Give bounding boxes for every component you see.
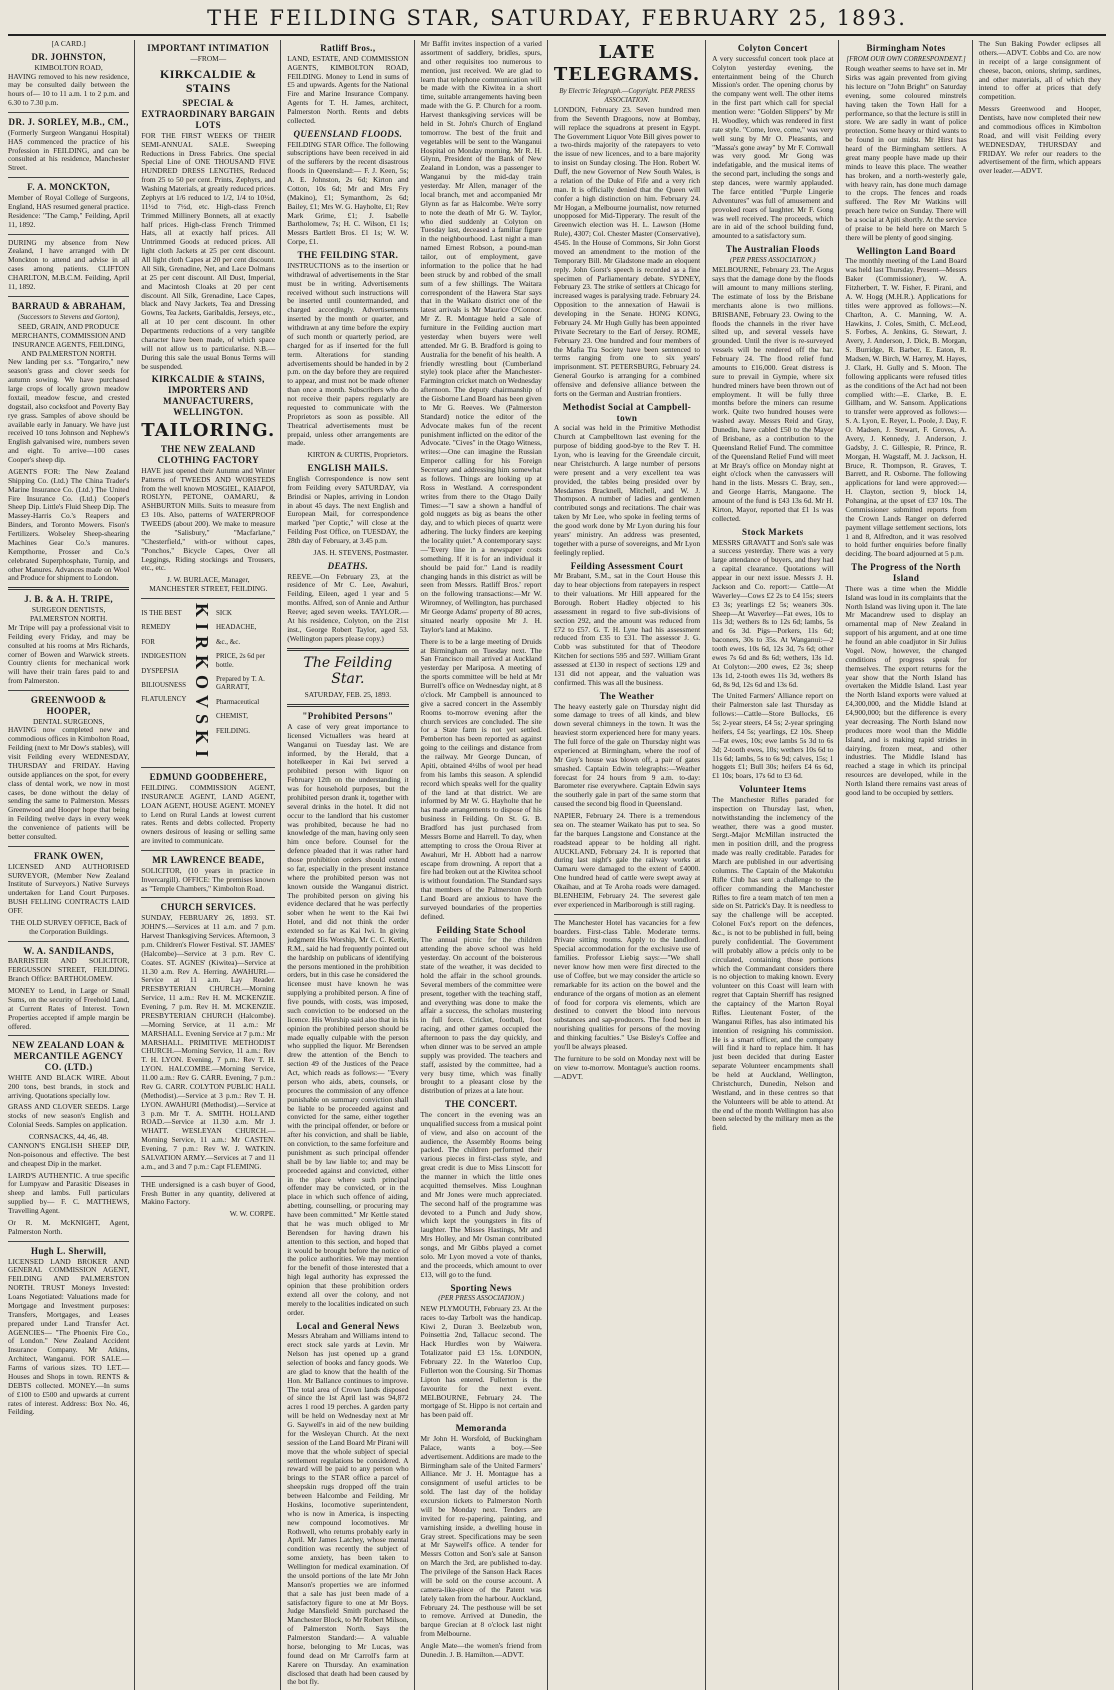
ailment: REMEDY <box>141 623 171 632</box>
column-4 <box>421 40 548 1690</box>
star-head: THE FEILDING STAR. <box>297 250 399 261</box>
mails-text: English Correspondence is now sent from Feilding every SATURDAY, via Brindisi or Naples, arriving in London in about 45 days. The next English and European Mail, for correspondence marked "per Coptic," will close at the Feilding Post Office, on TUESDAY, the 28th day of February, at 3.45 p.m. <box>287 473 409 546</box>
frank-name: FRANK OWEN, <box>33 850 104 861</box>
kirk-head: IMPORTANT INTIMATION <box>147 43 270 53</box>
stock-text: MESSRS GRAVATT and Son's sale was a success yesterday. There was a very large attendance of buyers, and they had a capital clearance. Quotations will appear in our next issue. Messrs J. H. Jackson and Co. report:— Cattle—At Waverley—Cows £2 2s to £4 15s; steers £3 3s; yearlings £2 5s; weaners 30s. Sheep—At Waverley—Fat ewes, 10s to 11s 3d; wethers 8s to 12s 6d; lambs, 5s and 6s 3d. Pigs—Porkers, 11s 6d; baconers, 30s to 35s. At Wanganui:—2 tooth ewes, 10s 6d, 12s 3d, 7s 6d; other ewes 7s 6d and 8s 6d; wethers, 13s 1d. At Colyton:—200 ewes, £2 3s; sheep 13s 1d, 2-tooth ewes 11s 3d, wethers 8s 6d, 8s 9d, 12s 6d and 13s 6d. <box>712 537 834 689</box>
birm-head: Birmingham Notes <box>866 43 946 53</box>
late-sub: By Electric Telegraph.—Copyright. PER PRESS ASSOCIATION. <box>559 87 695 104</box>
card2-name: DR. J. SORLEY, M.B., CM., <box>8 117 129 128</box>
ailment: FLATULENCY <box>141 695 187 704</box>
lairds: LAIRD'S AUTHENTIC. A true specific for Lumpyaw and Parasitic Diseases in sheep and lambs. Full particulars supplied by— F. C. MATTHEWS, Travelling Agent. <box>8 1170 130 1216</box>
late-head: LATE TELEGRAMS. <box>553 42 701 85</box>
sandilands-name: W. A. SANDILANDS, <box>23 945 115 956</box>
school-text: The annual picnic for the children attending the above school was held yesterday. On account of the boisterous state of the weather, it was decided to hold the affair in the school grounds. Several members of the committee were present, together with the teaching staff, and everything was done to make the affair a success, the scholars mustering in full force. Cricket, football, foot racing, and other games occupied the afternoon to pass the day quickly, and when dinner was to be served an ample supply was provided. The teachers and staff, assisted by the committee, had a very busy time, which was finally brought to a pleasant close by the distribution of prizes at a late hour. <box>420 935 542 1096</box>
card1-text: HAVING removed to his new residence, may be consulted daily between the hours of— 10 to 11 a.m. 1 to 2 p.m. and 6.30 to 7.30 p.m. <box>8 71 130 108</box>
ailment: &c., &c. <box>216 637 241 646</box>
masthead: THE FEILDING STAR, SATURDAY, FEBRUARY 25, 1893. <box>8 6 1106 36</box>
assessment-head: Feilding Assessment Court <box>570 560 684 571</box>
ailment: SICK <box>216 609 232 618</box>
barraud-name: BARRAUD & ABRAHAM, <box>11 300 126 311</box>
floods-text: FEILDING STAR Office. The following subscriptions have been received in aid of the sufferers by the recent disastrous floods in Queensland:— F. J. Keen, 5s; A. E. Johnston, 2s 6d; Kirton and Cotton, 10s 6d; Mr and Mrs Fry (Makino), £1; Symanthorn, 2s 6d; Bailey, £1; Mrs W. G. Hayholte, £1; Rev Mark Grime, £1; J. Isabelle Bartholomew, 7s; H. C. Wilson, £1 1s; Messrs Bartlett Bros. £1 1s; W. W. Corpe, £1. <box>287 139 409 247</box>
napier-text: NAPIER, February 24. There is a tremendous sea on. The steamer Waikato has put to sea. So far the barques Langstone and Constance at the roadstead appear to be holding all right. AUCKLAND, February 24. It is reported that during last night's gale the railway works at Oamaru were damaged to the extent of £4000. One hundred head of cattle were swept away at Okaihau, and at Te Aroha roads were damaged. BLENHEIM, February 24. The severest gale ever experienced in Marlborough is still raging. <box>553 811 701 909</box>
sherwill-text: LICENSED LAND BROKER AND GENERAL COMMISSION AGENT, FEILDING AND PALMERSTON NORTH. TRUST Moneys Invested: Loans Negotiated: Valuations made for Mortgage and Investment purposes: Transfers, Mortgages, and Leases prepared under Land Transfer Act. AGENCIES— "The Phoenix Fire Co., of London." New Zealand Accident Insurance Company. Mr Atkins, Architect, Wanganui. FOR SALE.—Farms of various sizes. TO LET.—Houses and Shops in town. RENTS & DEBTS collected. MONEY.—In sums of £100 to £500 and upwards at current rates of interest. Address: Box No. 46, Feilding. <box>8 1256 130 1417</box>
birm-text: Rough weather seems to have set in. Mr Sirks was again prevented from giving his lecture on "John Bright" on Saturday evening, some coloured minstrels having taken the Town Hall for a performance, so that the lecture is still in store. We are sadly in want of police protection. Some heavy or third wants to be found in our midst. Mr Hirst has heard of the Birmingham settlers. A great many people have made up their minds to leave this place. The weather has broken, and a north-westerly gale, with heavy rain, has done much damage to the crops. The fences and roads suffered. The Rev Mr Watkins will preach here twice on Sunday. There will be a social at Apiti shortly. At the service of praise to be held here on March 5 there will be plenty of good singing. <box>845 64 967 242</box>
furniture-text: The furniture to be sold on Monday next will be on view to-morrow. Montague's auction rooms.—ADVT. <box>553 1053 701 1081</box>
card3-text: Member of Royal College of Surgeons, England, HAS resumed general practice. Residence: "The Camp," Feilding, April 11, 1892. <box>8 193 130 229</box>
ailments-right <box>216 603 275 763</box>
alliance-text: The United Farmers' Alliance report on their Palmerston sale last Thursday as follows:—Cattle—Store Bullocks, £6 5s; 2-year steers, £4 5s; 2-year springing heifers, £4 5s; yearlings, £2 10s. Sheep—Fat ewes, 10s; ewe lambs 5s 3d to 6s 3d; 2-tooth ewes, 10s; wethers 10s 6d to 11s 6d; lambs, 5s to 6s 9d; calves, 15s; 1 hoggets £1; Bull 30s; heifers £4 6s 6d, £1 10s; boars, 17s 6d to £3 6d. <box>712 691 834 781</box>
nitrogen-text: The Sun Baking Powder eclipses all others.—ADVT. Cobbs and Co. are now in receipt of a large consignment of cheese, bacon, onions, shrimp, sardines, and other materials, all of which they intend to offer at prices that defy competition. <box>978 39 1101 102</box>
hamilton-text: Angle Mate—the women's friend from Dunedin. J. B. Hamilton.—ADVT. <box>420 1641 542 1659</box>
australian-head: The Australian Floods <box>725 244 820 255</box>
column-8 <box>979 40 1106 1690</box>
mails-head: ENGLISH MAILS. <box>307 463 389 474</box>
progress-text: There was a time when the Middle Island was loud in its complaints that the North Island was living upon it. The late Mr Macandrew used to display an ornamental map of New Zealand in support of his argument, and at one time he found an able coadjutor in Sir Julius Vogel. Now, however, the changed conditions of progress speak for themselves. The export returns for the year show that the North Island has overtaken the Middle Island. Last year the North Island exports were valued at £4,300,000, and the Middle Island at £4,900,000; but the difference is every year decreasing. The North Island now produces more wool than the Middle Island, and is making rapid strides in dairying, frozen meat, and other industries. The Middle Island has reached a stage in which its principal resources are developed, while in the North Island there remains vast areas of good land to be occupied by settlers. <box>845 583 967 797</box>
ailment: FOR <box>141 637 155 646</box>
paper-date: SATURDAY, FEB. 25, 1893. <box>304 690 392 700</box>
mails-sign: JAS. H. STEVENS, Postmaster. <box>313 547 409 557</box>
methodist-head: Methodist Social at Campbell-town <box>562 401 692 423</box>
barraud-text: SEED, GRAIN, AND PRODUCE MERCHANTS, COMMISSION AND INSURANCE AGENTS, FEILDING, AND PALMERSTON NORTH. <box>11 321 126 358</box>
local-cont: Mr Baffit invites inspection of a varied assortment of saddlery, bridles, spurs, and other requisites too numerous to mention, just received. We are glad to learn that telephone communication will be made with the Kiwitea in a short time, suitable arrangements having been made with the G. P. Church for a room. Harvest thanksgiving services will be held in St. John's Church of England tomorrow. The best of the fruit and vegetables will be sent to the Wanganui Hospital on Monday morning. Mr R. H. Glynn, President of the Bank of New Zealand in London, was a passenger to Wanganui by the mid-day train yesterday. Mr Allen, manager of the local branch, met and accompanied Mr Glynn as far as Halcombe. We're sorry to note the death of Mr G. W. Taylor, who died suddenly at Colyton on Tuesday last, deceased a familiar figure in the neighbourhood. Last night a man named Ernest Robson, a pound-man tailor, out of employment, gave information to the police that he had been struck by and robbed of the small sum of a few shillings. The Waitara correspondent of the Hawera Star says that in the Waikato district one of the latest arrivals is Mr Maurice O'Connor. Mr Z. R. Montague held a sale of furniture in the Feilding auction mart yesterday when buyers were well attended. Mr G. B. Bradford is going to Australia for the benefit of his health. A friendly wrestling bout (Cumberland style) took place after the Manchester-Farmington cricket match on Wednesday afternoon. The deputy chairmanship of the Gisborne Land Board has been given to Mr G. Reeves. We (Palmerston Standard) notice the editor of the Advocate makes fun of the recent punishment inflicted on the editor of the Advocate. "Cives" in the Otago Witness, writes:—One can imagine the Russian Emperor calling for his Foreign Secretary and addressing him somewhat as follows. Things are looking up at Ross in Westland. A correspondent writes from there to the Otago Daily Times:—"I saw a shown a handful of gold nuggets as big as beans the other day, and to which pieces of quartz were adhering. The lucky finders are keeping the locality quiet." A contemporary says:—"Every line in a newspaper costs something. If it is for an individual it should be paid for." Land is readily changing hands in this district as will be seen from Messrs. Ratliff Bros.' report on the following transactions:—Mr W. Wiromney, of Wellington, has purchased Mr George Adams' property of 80 acres, situated nearly opposite Mr J. H. Taylor's land at Makino. <box>420 39 542 634</box>
concert-head: THE CONCERT. <box>445 1099 518 1110</box>
volunteer-text: The Manchester Rifles paraded for inspection on Thursday last, when, notwithstanding the inclemency of the weather, there was a good muster. Sergt.-Major McMillan instructed the men in position drill, and the progress made was really creditable. Parades for March are published in our advertising columns. The Captain of the Makotuku Rifle Club has sent a challenge to the officer commanding the Manchester Rifles to fire a team match of ten men a side on St. Patrick's Day. It is needless to say the challenge will be accepted. Colonel Fox's report on the defences, &c., is not to be published in full, being purely confidential. The Government will probably allow a précis only to be circulated, containing those portions which the Commandant considers there is no objection to making known. Every volunteer on this Coast will learn with regret that Captain Sherriff has resigned the captaincy of the Marton Royal Rifles. Lieutenant Foster, of the Wanganui Rifles, has also intimated his intention of resigning his commission. He is a smart officer, and the company will find it hard to replace him. It has just been decided that during Easter separate Volunteer encampments shall be held at Auckland, Wellington, Christchurch, Dunedin, Nelson and Westland, and in these centres so that the Volunteers will be able to attend. At the end of the month Wellington has also been selected by the military men as the field. <box>712 794 834 1133</box>
burlace: J. W. BURLACE, Manager, MANCHESTER STREET, FEILDING. <box>149 575 268 594</box>
colyton-head: Colyton Concert <box>737 43 808 53</box>
card1-tag: [A CARD.] <box>51 39 86 48</box>
greenwood-ad: Messrs Greenwood and Hooper, Dentists, have now completed their new and commodious offices in Kimbolton Road, and will visit Feilding every WEDNESDAY, THURSDAY and FRIDAY. We refer our readers to the advertisement of the firm, which appears over leader.—ADVT. <box>978 104 1101 176</box>
card3-name: F. A. MONCKTON, <box>27 182 111 193</box>
absence-notice: DURING my absence from New Zealand, I have arranged with Dr Monckton to attend and advise in all cases among patients. CLIFTON CHARLTON, M.B.C.M. Feilding, April 11, 1892. <box>8 237 130 291</box>
nzloan-text: WHITE AND BLACK WIRE. About 200 tons, best brands, in stock and arriving. Quotations specially low. <box>8 1072 130 1100</box>
column-7 <box>845 40 972 1690</box>
persons-head: "Prohibited Persons" <box>302 711 394 722</box>
sporting-head: Sporting News <box>450 1282 512 1293</box>
church-head: CHURCH SERVICES. <box>160 902 257 913</box>
assessment-text: Mr Brabant, S.M., sat in the Court House this day to hear objections from ratepayers in respect to their valuations. Mr Hill appeared for the Borough. Robert Hadley objected to his assessment in regard to five sub-divisions of section 292, and the amount was reduced from £72 to £57. G. T. H. Lyne had his assessment reduced from £35 to £31. The assessor J. G. Cobb was substituted for that of Theodore Kitchen for sections 595 and 597. William Grant assessed at £130 in respect of sections 129 and 131 did not appear, and the valuation was confirmed. This was all the business. <box>553 571 701 687</box>
kirton-sign: KIRTON & CURTIS, Proprietors. <box>307 450 409 460</box>
agents-text: AGENTS FOR: The New Zealand Shipping Co. (Ltd.) The China Trader's Marine Insurance Co. (Ltd.) The United Fire Insurance Co. (Ltd.) Cooper's Sheep Dip. Little's Fluid Sheep Dip. The Massey-Harris Co.'s Reapers and Binders, and Toronto Mowers. Fison's Fertilizers. Wolseley Sheep-shearing Machines Gear Co.'s manures. Kempthorne, Prosser and Co.'s celebrated Superphosphate, Turnip, and other Manures. Advances made on Wool and Produce for shipment to London. <box>8 466 130 583</box>
card1-name: DR. JOHNSTON, <box>31 51 106 62</box>
deaths-head: DEATHS. <box>327 560 369 571</box>
colyton-text: A very successful concert took place at Colyton yesterday evening, the entertainment being of the Church Mission's order. The opening chorus by the company went well. The other items in the first part which call for special mention were: "Golden Slippers" by Mr H. Woodley, which was rendered in first rate style. "Come, love, come," was very well sung by Mr O. Pleasants, and "Massa's gone away" by Mr F. Cornwall was very good. Mr Gong was indefatigable, and the musical items of the second part, including the songs and step dances, were warmly applauded. The farce entitled "Purple Lingerie Adventures" was full of amusement and provoked roars of laughter. Mr F. Gong was well received. The proceeds, which are in aid of the school building fund, amounted to a satisfactory sum. <box>712 53 834 241</box>
australian-text: MELBOURNE, February 23. The Argus says that the damage done by the floods will amount to many millions sterling. The estimate of loss by the Brisbane merchants alone is two millions. BRISBANE, February 23. Owing to the floods the channels in the river have silted up, and several vessels have grounded. Until the river is re-surveyed vessels will be rendered off the bar. February 24. The flood relief fund amounts to £16,000. Great distress is sure to prevail in Gympie, where six hundred miners have been thrown out of employment. It will be fully three months before the miners can resume work. Quite two hundred houses were washed away. Messrs Reid and Gray, Dunedin, have cabled £50 to the Mayor of Brisbane, as a contribution to the Queensland Relief Fund. The committee of the Queensland Relief Fund will meet at Mr Bray's office on Monday night at eight o'clock when the canvassers will hand in the lists. Messrs C. Bray, sen., and George Harris, Mangaone. The amount of the fund is £43 13s 6d. Mr H. Kirton, Mayor, reported that £1 1s was collected. <box>712 265 834 523</box>
tripe-sub: SURGEON DENTISTS, PALMERSTON NORTH. <box>30 605 108 623</box>
barraud-body: New landing per s.s. "Tongariro," new season's grass and clover seeds for autumn sowing. We have purchased large crops of locally grown meadow foxtail, meadow fescue, and crested dogstail, also cocksfoot and Poverty Bay rye grass. Samples of above should be available early in January. We have just received 10 tons Johnson and Nephew's English galvanised wire, numbers seven and eight. To arrive—100 cases Cooper's sheep dip. <box>8 357 130 465</box>
kirk-sign: KIRKCALDIE & STAINS, IMPORTERS AND MANUFACTURERS, WELLINGTON. <box>151 374 265 417</box>
persons-text: A case of very great importance to licensed Victuallers was heard at Wanganui on Tuesday last. We are informed, by the Herald, that a hotelkeeper in Kai Iwi served a prohibited person with liquor on February 12th on the understanding it was for household purposes, but the prohibited person drank it, together with several drinks in the hotel. It did not occur to the landlord that his customer was prohibited, because he had no knowledge of the man, having only seen him once before. Counsel for the defence pleaded that it was rather hard those prohibition orders should extend so far, especially in the present instance where the prohibited person was not known outside the Wanganui district. The prohibited person on giving his evidence declared that he was perfectly sober when he went to the Kai Iwi Hotel, and did not think the order extended so far as Kai Iwi. In giving judgment His Worship, Mr C. C. Kettle, R.M., said he had frequently pointed out the hardship on publicans of identifying the persons mentioned in the prohibition orders, but in this case he considered the licensee must have known he was supplying a prohibited person. A fine of five pounds, with costs, was imposed, such conviction to be endorsed on the licence. His Worship said also that in his opinion the prohibited person should be made equally culpable with the person who supplied the liquor. Mr Berendsen drew the attention of the Bench to section 49 of the Justices of the Peace Act, which reads as follows:— "Every person who aids, abets, counsels, or procures the commission of any offence punishable on summary conviction shall be liable to be proceeded against and convicted for the same, either together with the principal offender, or before or after his conviction, and shall be liable, on conviction, to the same forfeiture and punishment as such principal offender shall be by law liable to; and may be proceeded against and convicted, either in the place where such principal offender may be convicted, or in the place in which such offence of aiding, abetting, counselling, or procuring may have been committed." Mr Kettle stated that he was much obliged to Mr Berendsen for having drawn his attention to this section, and hoped that it would be brought before the notice of the police authorities. We may mention for the benefit of those interested that a high legal authority has expressed the opinion that these prohibition orders extend all over the colony, and not merely to the localities indicated on such order. <box>287 721 409 1317</box>
school-head: Feilding State School <box>436 924 526 935</box>
sporting-text: NEW PLYMOUTH, February 23. At the races to-day Tarbolt was the handicap. Kiwi 2, Duran 3. Beelzebub won, Poinsettia 2nd, Tallacuc second. The Hack Hurdles won by Waiwera. Totalizator paid £3 15s. LONDON, February 22. In the Waterloo Cup, Fullerton won the Coursing. Sir Thomas Lipton has entered. Fullerton is the favourite for the next event. MELBOURNE, February 24. The mortgage of St. Hippo is not certain and has been paid off. <box>420 1303 542 1420</box>
weather-head: The Weather <box>599 690 655 701</box>
goodhere-text: FEILDING. COMMISSION AGENT, INSURANCE AGENT, LAND AGENT, LOAN AGENT, HOUSE AGENT. MONEY to Lend on Rural Lands at lowest current rates. Rents and debts collected. Property owners desirous of leasing or selling same are invited to communicate. <box>141 782 276 846</box>
column-3 <box>287 40 414 1690</box>
ailment: DYSPEPSIA <box>141 666 179 675</box>
cornsacks: CORNSACKS, 44, 46, 48. <box>28 1132 109 1142</box>
ratliff-text: LAND, ESTATE, AND COMMISSION AGENTS, KIMBOLTON ROAD, FEILDING. Money to Lend in sums of £5 and upwards. Agents for the National Fire and Marine Insurance Company. Agents for T. H. James, architect, Palmerston North. Rents and debts collected. <box>287 53 409 125</box>
column-5 <box>554 40 706 1690</box>
cannon: CANNON'S ENGLISH SHEEP DIP, Non-poisonous and effective. The best and cheapest Dip in the market. <box>8 1140 130 1168</box>
paper-name: The Feilding Star. <box>303 654 393 688</box>
column-2 <box>141 40 281 1690</box>
ailment: HEADACHE, <box>216 623 257 632</box>
kirk-name: KIRKCALDIE & STAINS <box>160 66 257 96</box>
manchester-text: The Manchester Hotel has vacancies for a few boarders. First-class Table. Moderate terms. Private sitting rooms. Apply to the landlord. Special accommodation for the exclusive use of families. Professor Liebig says:—"We shall never know how men were first directed to the use of Coffee, but we may consider the article so remarkable for its action on the bowel and the endurance of the organs of motion as an element of food for corpora vis elements, which are destined to convert the blood into nervous substances and sap-producers. The food best in nourishing qualities for persons of the moving and thinking faculties." Use Bisley's Coffee and you'll be always pleased. <box>553 917 701 1051</box>
greenwood-text: HAVING now completed new and commodious offices in Kimbolton Road, Feilding (next to Mr Dow's stables), will visit Feilding every WEDNESDAY, THURSDAY and FRIDAY. Having outside appliances on the spot, for every class of dental work, we now in most cases, be done without the delay of sending the same to Palmerston. Messrs Greenwood and Hooper hope that being in Feilding twelve days in every week the convenience of patients will be better consulted. <box>8 725 130 841</box>
sporting-sub: (PER PRESS ASSOCIATION.) <box>438 1294 525 1303</box>
tailoring: TAILORING. <box>141 419 276 441</box>
memo-text: Mr John H. Worsfold, of Buckingham Palace, wants a boy.—See advertisement. Additions are made to the Birmingham sale of the United Farmers' Alliance. Mr J. H. Montague has a consignment of useful articles to be sold. The last day of the holiday excursion tickets to Palmerston North will be Monday next. Tenders are invited for re-papering, painting, and varnishing inside, a dwelling house in Gray street. Specifications may be seen at Mr Saywell's office. A tender for Messrs Cotton and Son's sale at Sanson on March the 3rd, are published to-day. The privilege of the Sanson Hack Races will be sold on the course account. A camera-like-piece of the Patent was lately taken from the harbour. Auckland, February 24. The pesthouse will be set to remove. Arrived at Dunedin, the barque Grecian at 8 o'clock last night from Melbourne. <box>420 1433 542 1639</box>
corpe-sign: W. W. CORPE. <box>229 1209 276 1219</box>
barraud-sub: (Successors to Stevens and Gorton), <box>17 312 120 321</box>
money-text: MONEY to Lend, in Large or Small Sums, on the security of Freehold Land, at Current Rates of Interest. Town Properties accepted if ample margin be offered. <box>8 986 130 1031</box>
ratliff-head: Ratliff Bros., <box>320 43 376 53</box>
sherwill-name: Hugh L. Sherwill, <box>30 1245 107 1256</box>
kirk-from: —FROM— <box>190 53 227 63</box>
local-text: Messrs Abraham and Williams intend to erect stock sale yards at Levin. Mr Nelson has just opened up a grand selection of books and fancy goods. We are glad to know that the health of the Hon. Mr Ballance continues to improve. The total area of Crown lands disposed of since the 1st April last was 94,872 acres 1 rood 19 perches. A garden party will be held on Wednesday next at Mr G. Saywell's in aid of the new building for the Wesleyan Church. At the next session of the Land Board Mr Pirani will move that the whole subject of special settlement regulations be considered. A reward will be paid to any person who brings to the STAR office a parcel of sheepskin rugs dropped off the train between Halcombe and Feilding. Mr Hoskins, locomotive superintendent, who is now in America, is inspecting new compound locomotives. Mr Rothwell, who returns probably early in April. Mr James Latchey, whose mental condition was recently the subject of some anxiety, has been taken to Wellington for medical examination. Of the unsold portions of the late Mr John Manson's properties we are informed that a sale has just been made of a satisfactory figure to one at Mr Boys. Judge Mansfield Smith purchased the Manchester Block, to Mr Robert Milson, of Palmerston North. Says the Palmerston Standard:— A valuable horse, belonging to Mr Lucas, was found dead on Mr Carroll's farm at Karere on Thursday. An examination disclosed that death had been caused by the bot fly. <box>287 1331 409 1687</box>
ailment: IS THE BEST <box>141 609 182 618</box>
late-text: LONDON, February 23. Seven hundred men from the Seventh Dragoons, now at Bombay, will replace the squadrons at present in Egypt. The Government Liquor Vote Bill gives power to a two-thirds majority of the ratepayers to veto the issue of new licences, and to a bare majority to insist on Sunday closing. The Hon. Robert W. Duff, the new Governor of New South Wales, is a relation of the Duke of Fife and a very rich man. It is officially denied that the Queen will confer a high distinction on him. February 24. Mr Hogan, a Melbourne journalist, now returned unopposed for Mid-Tipperary. The result of the Greenwich election was H. L. Lawson (Home Rule), 4307; Col. Chester Master (Conservative), 4545. In the House of Commons, Sir John Gorst moved an amendment to the motion of the Temporary Bill. Mr Gladstone made an eloquent reply. John Gorst's speech is recorded as a fine specimen of Parliamentary debate. SYDNEY, February 23. The strike of settlers at Chicago for increased wages is paralysing trade. February 24. Opposition to the annexation of Hawaii is developing in the Senate. HONG KONG, February 24. Mr Hugh Gully has been appointed Private Secretary to the Earl of Jersey. ROME, February 23. One hundred and four members of the Mafia Tra Society have been sentenced to terms ranging from one to six years' imprisonment. ST. PETERSBURG, February 24. General Gourko is arranging for a combined offensive and defensive alliance between the forts on the German and Austrian frontiers. <box>553 104 701 398</box>
wlb-text: The monthly meeting of the Land Board was held last Thursday. Present—Messrs Baker (Commissioner), W. A. Fitzherbert, T. W. Fisher, F. Pirani, and A. W. Hogg (M.H.R.). Applications for titles were approved as follows:—N. Charlton, A. C. Manning, W. A. Hawkins, J. Coles, Smith, C. McLeod, S. Forbes, A. Jenkins, G. Stewart, J. Avery, J. Anderson, J. Dick, B. Morgan, S. Burridge, R. Barber, E. Eaton, R. Madsen, W. Birch, W. Harrey, M. Hayes, J. Clark, H. Gully and S. Moon. The following applicants were refused titles as the conditions of the Act had not been complied with:—E. Clarke, B. E. Gillham, and W. Sansom. Applications to transfer were approved as follows:—S. A. Lyon, E. Reyer, L. Poole, J. Day, F. O. Madsen, J. Stewart, F. Groves, A. Avery, J. Kennedy, J. Anderson, J. Gadsby, J. C. Gillespie, R. Prince, R. Morgan, H. Wagstaff, M. J. Jackson, H. Bruce, R. Thompson, R. Graves, T. Barrett, and R. Osborne. The following applications for land were approved:—H. Clayton, section 9, block 14, Pohangina, at the upset of £37 10s. The Commissioner submitted reports from the Crown Lands Ranger on deferred payment village settlement sections, lots 1 and 8, Alfredton, and it was resolved to hold further enquiries before finally deciding. The board adjourned at 5 p.m. <box>845 256 967 559</box>
ailment: Prepared by T. A. GARRATT, <box>216 675 265 692</box>
volunteer-head: Volunteer Items <box>739 784 807 795</box>
deaths-text: REEVE.—On February 23, at the residence of Mr C. Lee, Awahuri, Feilding, Eileen, aged 1 year and 5 months. Alfred, son of Annie and Arthur Reeve; aged seven weeks. TAYLOR.—At his residence, Colyton, on the 21st inst., George Robert Taylor, aged 53. (Wellington papers please copy.) <box>287 571 409 643</box>
ailments-left <box>141 603 186 763</box>
greenwood-sub: DENTAL SURGEONS, <box>32 716 105 726</box>
ailment: INDIGESTION <box>141 652 186 661</box>
woollen-head: THE NEW ZEALAND CLOTHING FACTORY <box>157 444 260 466</box>
column-6 <box>712 40 839 1690</box>
nzloan-name: NEW ZEALAND LOAN & MERCANTILE AGENCY CO. (LTD.) <box>12 1040 126 1073</box>
kirk-body: FOR THE FIRST WEEKS OF THEIR SEMI-ANNUAL SALE. Sweeping Reductions in Dress Fabrics. One special Special Line of ONE THOUSAND FIVE HUNDRED DRESS LENGTHS, Reduced from 25 to 50 per cent. Prints, Zephyrs, and Washing Materials, at greatly reduced prices. Zephyrs at 1/6 reduced to 1/2, 1/4 to 10½d, 11½d to 7½d, etc. High-class French Trimmed Millinery Bonnets, all at exactly half prices. High-class French Trimmed Hats, all at exactly half prices. All Untrimmed Goods at reduced prices. All light cloth Jackets at 25 per cent discount. All light cloth Capes at 20 per cent discount. All Silk, Grenadine, Net, and Lace Dolmans at 25 per cent discount. All Dust, Imperial, and Macintosh Cloaks at 20 per cent discount. All Silk, Grenadine, Lace Capes, black and Navy Jackets, Tea and Dressing Gowns, Tea Jackets, Garibaldis, Jerseys, etc., all at 10 per cent discount. In other Departments reductions of a very tangible character have been made, of which space will not allow us to particularise. N.B.—During this sale the usual Bonus Terms will be suspended. <box>141 130 276 371</box>
frank-text: LICENSED AND AUTHORISED SURVEYOR, (Member New Zealand Institute of Surveyors.) Native Surveys undertaken for Land Court Purposes. BUSH FELLING CONTRACTS LAID OFF. <box>8 861 130 916</box>
birm-sub: [FROM OUR OWN CORRESPONDENT.] <box>846 54 966 63</box>
ailment: CHEMIST, <box>216 712 248 721</box>
old-survey: THE OLD SURVEY OFFICE, Back of the Corporation Buildings. <box>10 917 127 936</box>
ailment: BILIOUSNESS <box>141 681 187 690</box>
australian-sub: (PER PRESS ASSOCIATION.) <box>729 255 816 264</box>
kirkovski-letters: KIRKOVSKI <box>192 603 212 764</box>
stock-head: Stock Markets <box>742 526 804 537</box>
grass-text: GRASS AND CLOVER SEEDS. Large stocks of new season's English and Colonial Seeds. Samples on application. <box>8 1102 130 1130</box>
corpe-text: THE undersigned is a cash buyer of Good, Fresh Butter in any quantity, delivered at Makino Factory. <box>141 1179 276 1207</box>
progress-head: The Progress of the North Island <box>851 562 961 584</box>
weather-text: The heavy easterly gale on Thursday night did some damage to trees of all kinds, and blew down several chimneys in the town. It was the heaviest storm experienced here for many years. The full force of the gale on Thursday night was experienced at Birmingham, where the roof of Mr Guy's house was blown off, a pair of gates smashed. Captain Edwin telegraphs:—Weather forecast for 24 hours from 9 a.m. to-day: Barometer rise everywhere. Captain Edwin says the southerly gale in part of the same storm that caused the second big flood in Queensland. <box>553 701 701 809</box>
beade-name: MR LAWRENCE BEADE, <box>152 855 265 866</box>
ailment: FEILDING. <box>216 726 251 735</box>
goodhere-name: EDMUND GOODBEHERE, <box>149 772 267 783</box>
columns <box>8 39 1106 1687</box>
tripe-text: Mr Tripe will pay a professional visit to Feilding every Friday, and may be consulted at his rooms at Mrs Richards, corner of Bowen and Warwick streets. Country clients for mechanical work will have their train fares paid to and from Palmerston. <box>8 622 130 686</box>
woollen-body: HAVE just opened their Autumn and Winter Patterns of TWEEDS AND WORSTEDS from the well known MOSGIEL, KAIAPOI, ROSLYN, PETONE, OAMARU, & ASHBURTON Mills. Suits to measure from £3 10s. Also, patterns of WATERPROOF TWEEDS (about 200). We make to measure the "Salisbury," "Macfarlane," "Chesterfield," with-or without capes, "Ponchos," Bicycle Capes, Over all Leggings, Riding stockings and Trousers, etc., etc. <box>141 465 276 573</box>
beade-text: SOLICITOR, (10 years in practice in Invercargill). OFFICE: The premises known as "Temple Chambers," Kimbolton Road. <box>141 865 276 893</box>
instructions-text: INSTRUCTIONS as to the insertion or withdrawal of advertisements in the Star must be in writing. Advertisements received without such instructions will be inserted until countermanded, and charged accordingly. Advertisements inserted by the month or quarter, and withdrawn at any time before the expiry of such month or quarterly period, are charged for as if inserted for the full term. Alterations for standing advertisements should be handed in by 2 p.m. on the day before they are required to appear, and must not be made oftener than once a month. Subscribers who do not receive their papers regularly are requested to communicate with the Proprietors as soon as possible. All Theatrical advertisements must be prepaid, unless other arrangements are made. <box>287 260 409 448</box>
card1-place: KIMBOLTON ROAD, <box>34 62 103 72</box>
methodist-text: A social was held in the Primitive Methodist Church at Campbelltown last evening for the purpose of bidding good-bye to the Rev T. H. Lyon, who is leaving for the Greendale circuit, near Christchurch. A large number of persons were present and a very excellent tea was provided, the tables being presided over by Mesdames Bracknell, Mitchell, and W. J. Thompson. A number of ladies and gentlemen contributed songs and recitations. The chair was taken by Mr Lee, who spoke in feeling terms of the good work done by Mr Lyon during his four years' ministry. An address was presented, together with a purse of sovereigns, and Mr Lyon feelingly replied. <box>553 423 701 557</box>
kirk-sale: SPECIAL & EXTRAORDINARY BARGAIN LOTS <box>141 98 276 131</box>
memo-head: Memoranda <box>455 1423 507 1434</box>
kirkovski-ad <box>141 603 275 763</box>
sport-text: There is to be a large meeting of Druids at Birmingham on Tuesday next. The San Francisco mail arrived at Auckland yesterday per Mariposa. A meeting of the sports committee will be held at Mr Burrell's office on Wednesday night, at 8 o'clock. Mr Campbell is announced to give a sacred concert in the Assembly Rooms to-morrow evening after the church services are concluded. The site for a State farm is not yet settled. Pemberton has been reported as against going to the ceilings and distance from the railway. Mr George Duncan, of Apiti, obtained 4½lbs of wool per head from his lambs this season. A splendid record which speaks well for the quality of the land at that district. We are informed by Mr W. G. Hayholte that he has made arrangements to dispose of his business in Feilding. On St. G. B. Bradford has just purchased from Messrs Borne and Harrell. To day, when attempting to cross the Oroua River at Awahuri, Mr H. Abbott had a narrow escape from drowning. A report that a fire had broken out at the Kiwitea school is without foundation. The Standard says that members of the Palmerston North Land Board are anxious to have the surveyed boundaries of the properties defined. <box>420 636 542 921</box>
tripe-name: J. B. & A. H. TRIPE, <box>24 594 114 605</box>
card2-text: (Formerly Surgeon Wanganui Hospital) HAS commenced the practice of his Profession in FEILDING, and can be consulted at his residence, Manchester Street. <box>8 127 130 173</box>
concert-text: The concert in the evening was an unqualified success from a musical point of view, and also on account of the audience, the Assembly Rooms being packed. The children performed their various pieces in first-class style, and great credit is due to Miss Linscott for the manner in which the little ones acquitted themselves. Miss Loughnan and Mr Jones were much appreciated. The second half of the programme was devoted to a Punch and Judy show, which kept the youngsters in fits of laughter. The Misses Hastings, Mr and Mrs Holley, and Mr Osman contributed songs, and Mr Gibbs played a cornet solo. Mr Lyon moved a vote of thanks, and the proceeds, which amount to over £13, will go to the fund. <box>420 1109 542 1279</box>
sandilands-text: BARRISTER AND SOLICITOR, FERGUSSON STREET, FEILDING. Branch Office: BARTHOLOMEW. <box>8 956 130 984</box>
ailment: Pharmaceutical <box>216 697 260 706</box>
wlb-head: Wellington Land Board <box>856 245 956 256</box>
ailment: PRICE, 2s 6d per bottle. <box>216 652 265 669</box>
mcknight: Or R. M. McKNIGHT, Agent, Palmerston North. <box>8 1217 130 1236</box>
greenwood-name: GREENWOOD & HOOPER, <box>30 695 107 716</box>
local-head: Local and General News <box>296 1320 400 1331</box>
church-text: SUNDAY, FEBRUARY 26, 1893. ST. JOHN'S.—Services at 11 a.m. and 7 p.m. Harvest Thanksgiving Services. Afternoon, 3 p.m. Children's Flower Festival. ST. JAMES' (Halcombe)—Service at 3 p.m. Rev C. Coates. ST. AGNES' (Kiwitea)—Service at 11.30 a.m. Rev A. Herring. AWAHURI.—Service at 11 a.m. Lay Reader. PRESBYTERIAN CHURCH.—Morning Service, 11 a.m.: Rev H. M. MCKENZIE. Evening, 7 p.m. Rev H. M. MCKENZIE. PRESBYTERIAN CHURCH (Halcombe).—Morning Service, at 11 a.m.: Mr MARSHALL. Evening Service at 7 p.m.: Mr MARSHALL. PRIMITIVE METHODIST CHURCH.—Morning Service, 11 a.m.: Rev T. H. LYON. Evening, 7 p.m.: Rev T. H. LYON. HALCOMBE.—Morning Service, 11.00 a.m.: Rev G. CARR. Evening, 7 p.m.: Rev G. CARR. COLYTON PUBLIC HALL (Methodist).—Service at 3 p.m.: Rev T. H. LYON. AWAHURI (Methodist).—Service at 3 p.m. Mr T. A. SMITH. HOLLAND ROAD.—Service at 11.30 a.m. Mr J. WHATT. WESLEYAN CHURCH.—Morning Service, 11 a.m.: Mr CASTEN. Evening, 7 p.m.: Rev W. J. WATKIN. SALVATION ARMY.—Services at 7 and 11 a.m., and 3 and 7 p.m.: Capt FLEMING. <box>141 913 276 1171</box>
floods-head: QUEENSLAND FLOODS. <box>293 128 403 139</box>
column-1 <box>8 40 135 1690</box>
